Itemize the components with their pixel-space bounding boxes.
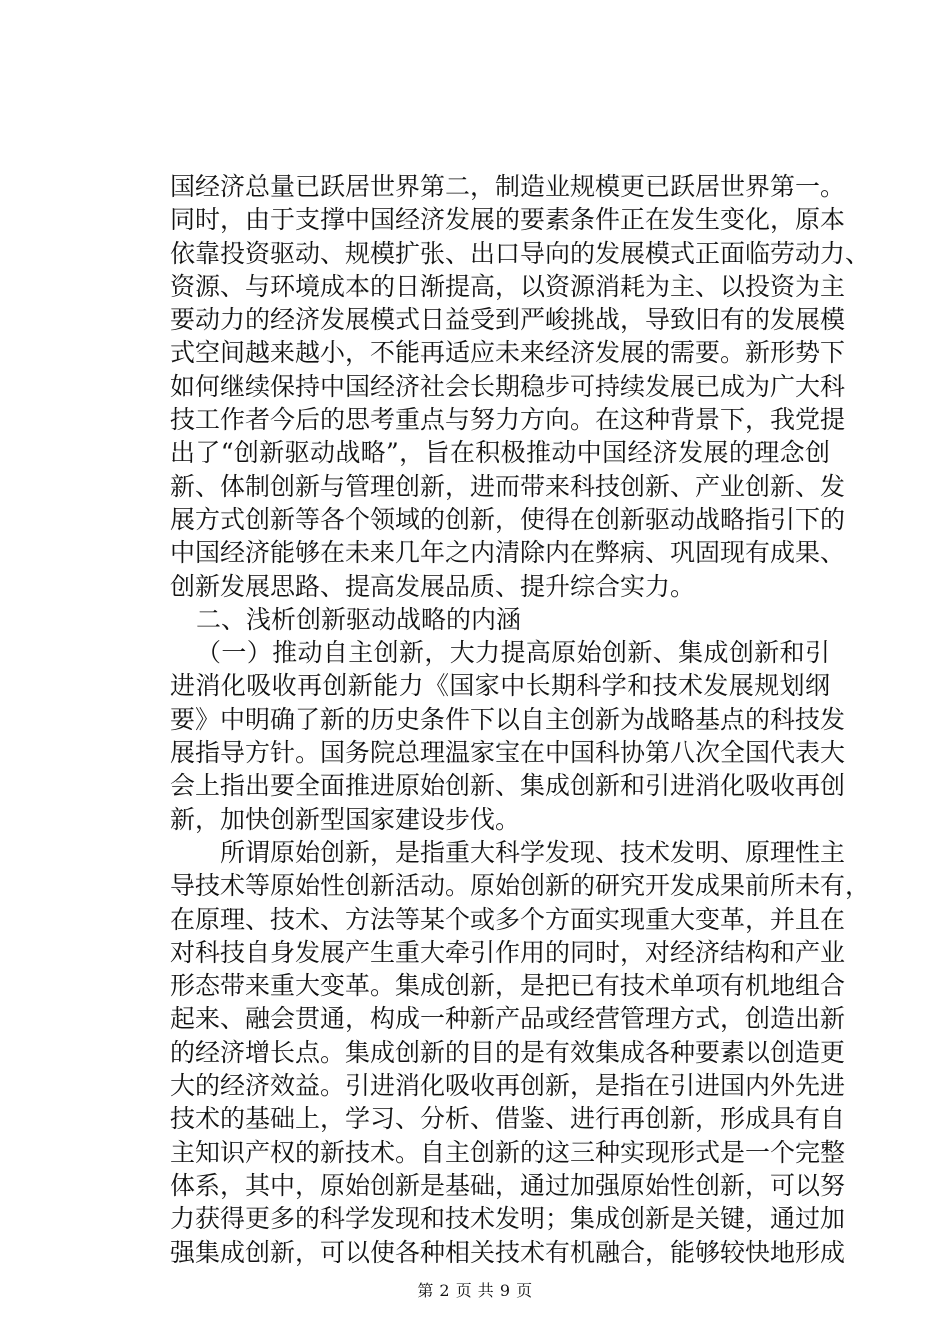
text-line: 主知识产权的新技术。自主创新的这三种实现形式是一个完整 [170, 1137, 846, 1167]
text-line: 对科技自身发展产生重大牵引作用的同时，对经济结构和产业 [170, 937, 846, 967]
text-line: 新，加快创新型国家建设步伐。 [170, 804, 521, 834]
text-line: 大的经济效益。引进消化吸收再创新，是指在引进国内外先进 [170, 1071, 846, 1101]
text-line: 所谓原始创新，是指重大科学发现、技术发明、原理性主 [220, 837, 846, 867]
text-line: 体系，其中，原始创新是基础，通过加强原始性创新，可以努 [170, 1170, 846, 1200]
text-line: （一）推动自主创新，大力提高原始创新、集成创新和引 [196, 638, 830, 668]
text-line: 要》中明确了新的历史条件下以自主创新为战略基点的科技发 [170, 704, 846, 734]
text-line: 技术的基础上，学习、分析、借鉴、进行再创新，形成具有自 [170, 1104, 846, 1134]
text-line: 力获得更多的科学发现和技术发明；集成创新是关键，通过加 [170, 1204, 846, 1234]
text-line: 二、浅析创新驱动战略的内涵 [196, 604, 522, 634]
text-line: 形态带来重大变革。集成创新，是把已有技术单项有机地组合 [170, 971, 846, 1001]
text-line: 导技术等原始性创新活动。原始创新的研究开发成果前所未有， [170, 871, 871, 901]
text-line: 的经济增长点。集成创新的目的是有效集成各种要素以创造更 [170, 1037, 846, 1067]
text-line: 式空间越来越小，不能再适应未来经济发展的需要。新形势下 [170, 338, 846, 368]
text-line: 依靠投资驱动、规模扩张、出口导向的发展模式正面临劳动力、 [170, 238, 871, 268]
page-footer: 第 2 页 共 9 页 [417, 1281, 533, 1300]
text-line: 创新发展思路、提高发展品质、提升综合实力。 [170, 571, 696, 601]
text-line: 中国经济能够在未来几年之内清除内在弊病、巩固现有成果、 [170, 538, 846, 568]
text-line: 出了“创新驱动战略”，旨在积极推动中国经济发展的理念创 [170, 438, 830, 468]
text-line: 国经济总量已跃居世界第二，制造业规模更已跃居世界第一。 [170, 172, 846, 201]
text-line: 会上指出要全面推进原始创新、集成创新和引进消化吸收再创 [170, 771, 846, 801]
text-line: 强集成创新，可以使各种相关技术有机融合，能够较快地形成 [170, 1237, 846, 1267]
text-line: 同时，由于支撑中国经济发展的要素条件正在发生变化，原本 [170, 205, 846, 235]
text-line: 新、体制创新与管理创新，进而带来科技创新、产业创新、发 [170, 471, 846, 501]
text-line: 起来、融会贯通，构成一种新产品或经营管理方式，创造出新 [170, 1004, 846, 1034]
text-line: 要动力的经济发展模式日益受到严峻挑战，导致旧有的发展模 [170, 305, 846, 335]
text-line: 进消化吸收再创新能力《国家中长期科学和技术发展规划纲 [170, 671, 830, 701]
text-line: 在原理、技术、方法等某个或多个方面实现重大变革，并且在 [170, 904, 846, 934]
text-line: 技工作者今后的思考重点与努力方向。在这种背景下，我党提 [170, 405, 846, 435]
document-body [170, 170, 871, 1269]
text-line: 展指导方针。国务院总理温家宝在中国科协第八次全国代表大 [170, 738, 846, 768]
text-line: 资源、与环境成本的日渐提高，以资源消耗为主、以投资为主 [170, 271, 846, 301]
text-line: 如何继续保持中国经济社会长期稳步可持续发展已成为广大科 [170, 371, 846, 401]
text-line: 展方式创新等各个领域的创新，使得在创新驱动战略指引下的 [170, 504, 846, 534]
